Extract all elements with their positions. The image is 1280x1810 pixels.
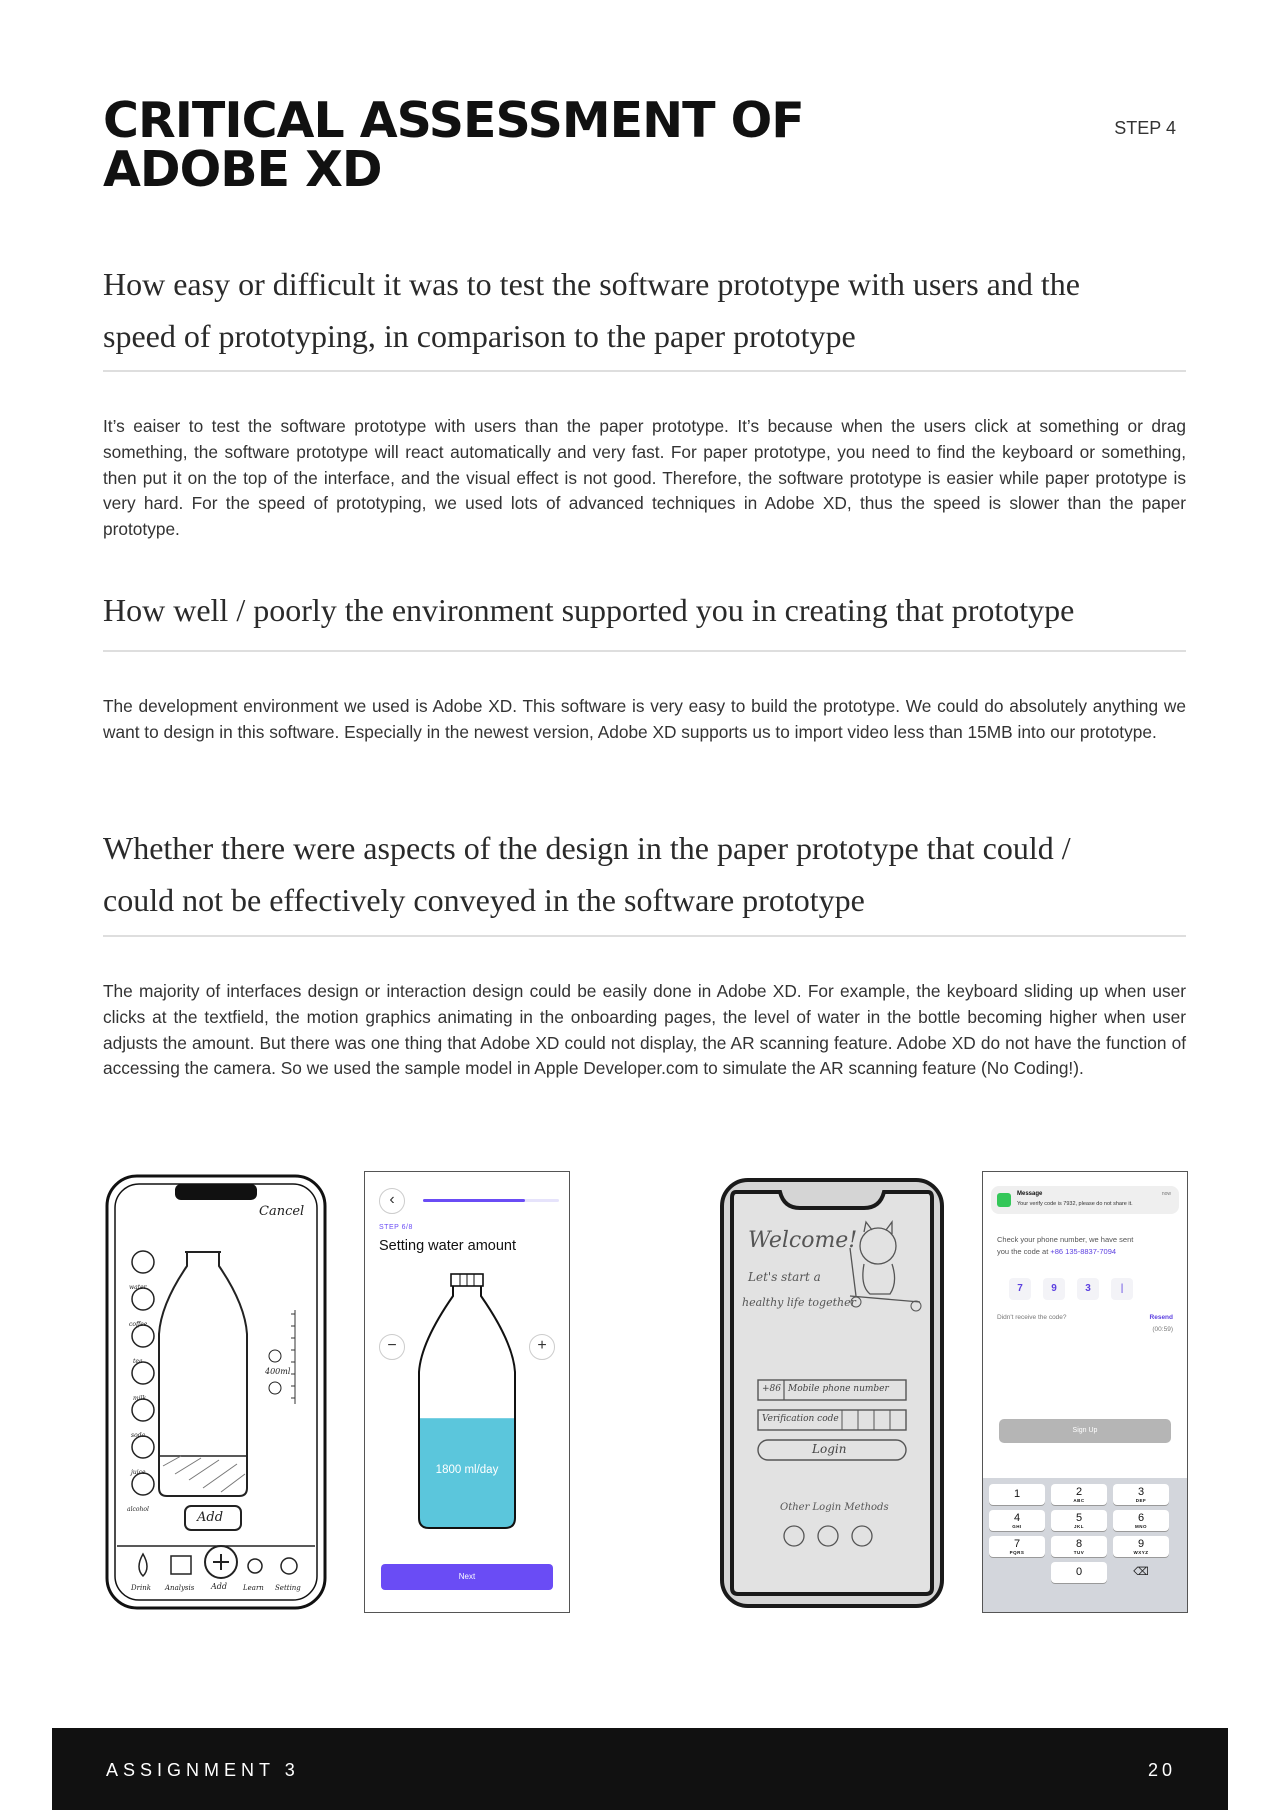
sms-notification — [991, 1186, 1179, 1214]
keypad-key-number: 0 — [1075, 1566, 1083, 1578]
notification-time: now — [1161, 1191, 1171, 1197]
paper-tab-label: Drink — [131, 1584, 151, 1592]
section-1-heading-line-2: speed of prototyping, in comparison to the paper prototype — [103, 318, 856, 354]
chevron-left-icon: ‹ — [389, 1191, 395, 1208]
not-received-label: Didn't receive the code? — [997, 1314, 1067, 1321]
paper-side-item: juice — [131, 1469, 146, 1476]
countdown-label: (00:59) — [1152, 1326, 1173, 1333]
decrease-button[interactable] — [379, 1334, 405, 1360]
keypad-key-letters: PQRS — [1009, 1550, 1025, 1555]
keypad-key-letters: JKL — [1073, 1524, 1084, 1529]
section-1-heading — [103, 258, 1183, 362]
keypad-key-8[interactable] — [1051, 1536, 1107, 1557]
numeric-keypad — [983, 1478, 1188, 1613]
bottle-graphic — [365, 1172, 571, 1614]
section-2-line-2: anything we want to design in this software. Especially in the newest version, Adobe XD supports us to import video less than — [103, 696, 1186, 742]
keypad-key-letters: GHI — [1012, 1524, 1022, 1529]
backspace-icon[interactable]: ⌫ — [1133, 1566, 1149, 1578]
code-sent-line-1: Check your phone number, we have sent — [997, 1235, 1134, 1244]
section-3-body — [103, 979, 1186, 1082]
paper-add-button-label: Add — [197, 1510, 224, 1525]
section-1-line-2: drag something, the software prototype will react automatically and very fast. For paper prototype, you need to find the — [103, 416, 1186, 462]
code-sent-info — [997, 1234, 1133, 1258]
keypad-key-0[interactable] — [1051, 1562, 1107, 1583]
keypad-key-number: 8 — [1075, 1538, 1083, 1550]
screen-title: Setting water amount — [379, 1238, 517, 1254]
keypad-key-letters: MNO — [1135, 1524, 1147, 1529]
paper-amount-label: 400ml — [265, 1367, 291, 1376]
section-3-line-5: simulate the AR scanning feature (No Coding!). — [722, 1058, 1084, 1079]
keypad-key-number: 4 — [1013, 1512, 1021, 1524]
section-3-line-2: when user clicks at the textfield, the motion graphics animating in the onboarding pages, the level of water in the bottle — [103, 981, 1186, 1027]
section-1-divider — [103, 370, 1186, 372]
section-3-heading-line-1: Whether there were aspects of the design in the paper prototype that could / — [103, 830, 1071, 866]
section-1-line-4: prototype is easier while paper prototype is very hard. For the speed of prototyping, we used lots of advanced techniques in — [103, 467, 1186, 514]
code-digit[interactable]: 7 — [1009, 1278, 1031, 1300]
page-title — [103, 92, 903, 198]
code-field-placeholder[interactable]: Verification code — [762, 1414, 839, 1424]
paper-side-item: tea — [133, 1358, 143, 1365]
section-3-line-4: feature. Adobe XD do not have the function of accessing the camera. So we used the sample model in Apple Developer.com to — [103, 1032, 1187, 1079]
message-app-icon — [997, 1193, 1011, 1207]
keypad-key-number: 5 — [1075, 1512, 1083, 1524]
paper-tab-label: Analysis — [165, 1584, 195, 1592]
keypad-key-4[interactable] — [989, 1510, 1045, 1531]
notification-body: Your verify code is 7932, please do not share it. — [1017, 1201, 1133, 1207]
country-code-label: +86 — [762, 1384, 781, 1394]
section-3-line-3: becoming higher when user adjusts the amount. But there was one thing that Adobe XD could not display, the AR scanning — [103, 1006, 1186, 1053]
keypad-key-number: 1 — [1013, 1488, 1021, 1500]
keypad-key-9[interactable] — [1113, 1536, 1169, 1557]
paper-login-prototype — [720, 1178, 944, 1608]
section-2-divider — [103, 650, 1186, 652]
keypad-key-letters: DEF — [1135, 1498, 1147, 1503]
keypad-key-3[interactable] — [1113, 1484, 1169, 1505]
page-number: 20 — [1147, 1760, 1176, 1780]
keypad-key-number: 2 — [1075, 1486, 1083, 1498]
title-line-2: ADOBE XD — [103, 141, 382, 198]
login-button-label[interactable]: Login — [812, 1442, 847, 1456]
paper-side-item: soda — [131, 1432, 146, 1439]
paper-water-phone-sketch — [105, 1174, 327, 1610]
code-sent-line-2: you the code at — [997, 1247, 1051, 1256]
title-line-1: CRITICAL ASSESSMENT OF — [103, 92, 804, 149]
paper-water-prototype — [105, 1174, 327, 1610]
xd-login-prototype — [982, 1171, 1188, 1613]
notification-title: Message — [1017, 1191, 1043, 1197]
section-3-divider — [103, 935, 1186, 937]
code-digit-cursor[interactable]: | — [1111, 1278, 1133, 1300]
keypad-key-number: 6 — [1137, 1512, 1145, 1524]
section-1-line-5: Adobe XD, thus the speed is slower than the paper prototype. — [103, 493, 1186, 540]
paper-side-item: alcohol — [127, 1506, 149, 1513]
section-1-line-3: keyboard or something, then put it on the top of the interface, and the visual effect is not good. Therefore, the software — [103, 441, 1187, 488]
keypad-key-2[interactable] — [1051, 1484, 1107, 1505]
keypad-key-letters: TUV — [1073, 1550, 1085, 1555]
keypad-key-number: 9 — [1137, 1538, 1145, 1550]
keypad-key-number: 3 — [1137, 1486, 1145, 1498]
keypad-key-letters: ABC — [1073, 1498, 1085, 1503]
code-digit[interactable]: 3 — [1077, 1278, 1099, 1300]
paper-side-item: water — [129, 1284, 147, 1291]
section-2-heading — [103, 584, 1183, 636]
step-label: STEP 4 — [1114, 118, 1176, 138]
section-3-heading — [103, 822, 1183, 926]
paper-tab-label: Setting — [275, 1584, 301, 1592]
paper-side-item: coffee — [129, 1321, 148, 1328]
keypad-key-5[interactable] — [1051, 1510, 1107, 1531]
subtitle-line-1: Let's start a — [748, 1270, 821, 1284]
step-indicator: STEP 6/8 — [379, 1224, 413, 1231]
xd-water-prototype — [364, 1171, 570, 1613]
code-digit[interactable]: 9 — [1043, 1278, 1065, 1300]
resend-link[interactable]: Resend — [1149, 1314, 1173, 1321]
keypad-key-7[interactable] — [989, 1536, 1045, 1557]
section-3-heading-line-2: could not be effectively conveyed in the software prototype — [103, 882, 865, 918]
keypad-key-6[interactable] — [1113, 1510, 1169, 1531]
section-2-body — [103, 694, 1186, 746]
keypad-key-1[interactable] — [989, 1484, 1045, 1505]
paper-cancel-label: Cancel — [259, 1204, 305, 1219]
increase-button[interactable] — [529, 1334, 555, 1360]
next-button[interactable]: Next — [381, 1564, 553, 1590]
section-2-line-1: The development environment we used is Adobe XD. This software is very easy to build the prototype. We could do absolutely — [103, 696, 1088, 716]
subtitle-line-2: healthy life together — [742, 1296, 856, 1309]
plus-icon: + — [537, 1337, 547, 1354]
signup-button[interactable]: Sign Up — [999, 1419, 1171, 1443]
section-2-line-3: 15MB into our prototype. — [967, 721, 1157, 742]
section-3-line-1: The majority of interfaces design or interaction design could be easily done in Adobe XD. For example, the keyboard sliding up — [103, 981, 1099, 1001]
footer-assignment-label: ASSIGNMENT 3 — [106, 1760, 300, 1780]
keypad-key-number: 7 — [1013, 1538, 1021, 1550]
other-login-label: Other Login Methods — [780, 1502, 889, 1513]
keypad-key-letters: WXYZ — [1133, 1550, 1149, 1555]
paper-tab-label: Learn — [243, 1584, 264, 1592]
welcome-label: Welcome! — [748, 1228, 858, 1253]
minus-icon: − — [387, 1337, 397, 1354]
paper-side-item: milk — [133, 1395, 147, 1402]
section-1-body — [103, 414, 1186, 543]
section-1-heading-line-1: How easy or difficult it was to test the software prototype with users and the — [103, 266, 1080, 302]
paper-tab-label: Add — [211, 1582, 228, 1591]
section-2-heading-line-1: How well / poorly the environment supported you in creating that prototype — [103, 592, 1075, 628]
phone-number: +86 135-8837-7094 — [1050, 1247, 1117, 1256]
water-amount-label: 1800 ml/day — [435, 1464, 499, 1476]
phone-field-placeholder[interactable]: Mobile phone number — [788, 1384, 889, 1394]
section-1-line-1: It’s eaiser to test the software prototype with users than the paper prototype. It’s because when the users click at something or — [103, 416, 1143, 436]
page-footer — [52, 1728, 1228, 1810]
